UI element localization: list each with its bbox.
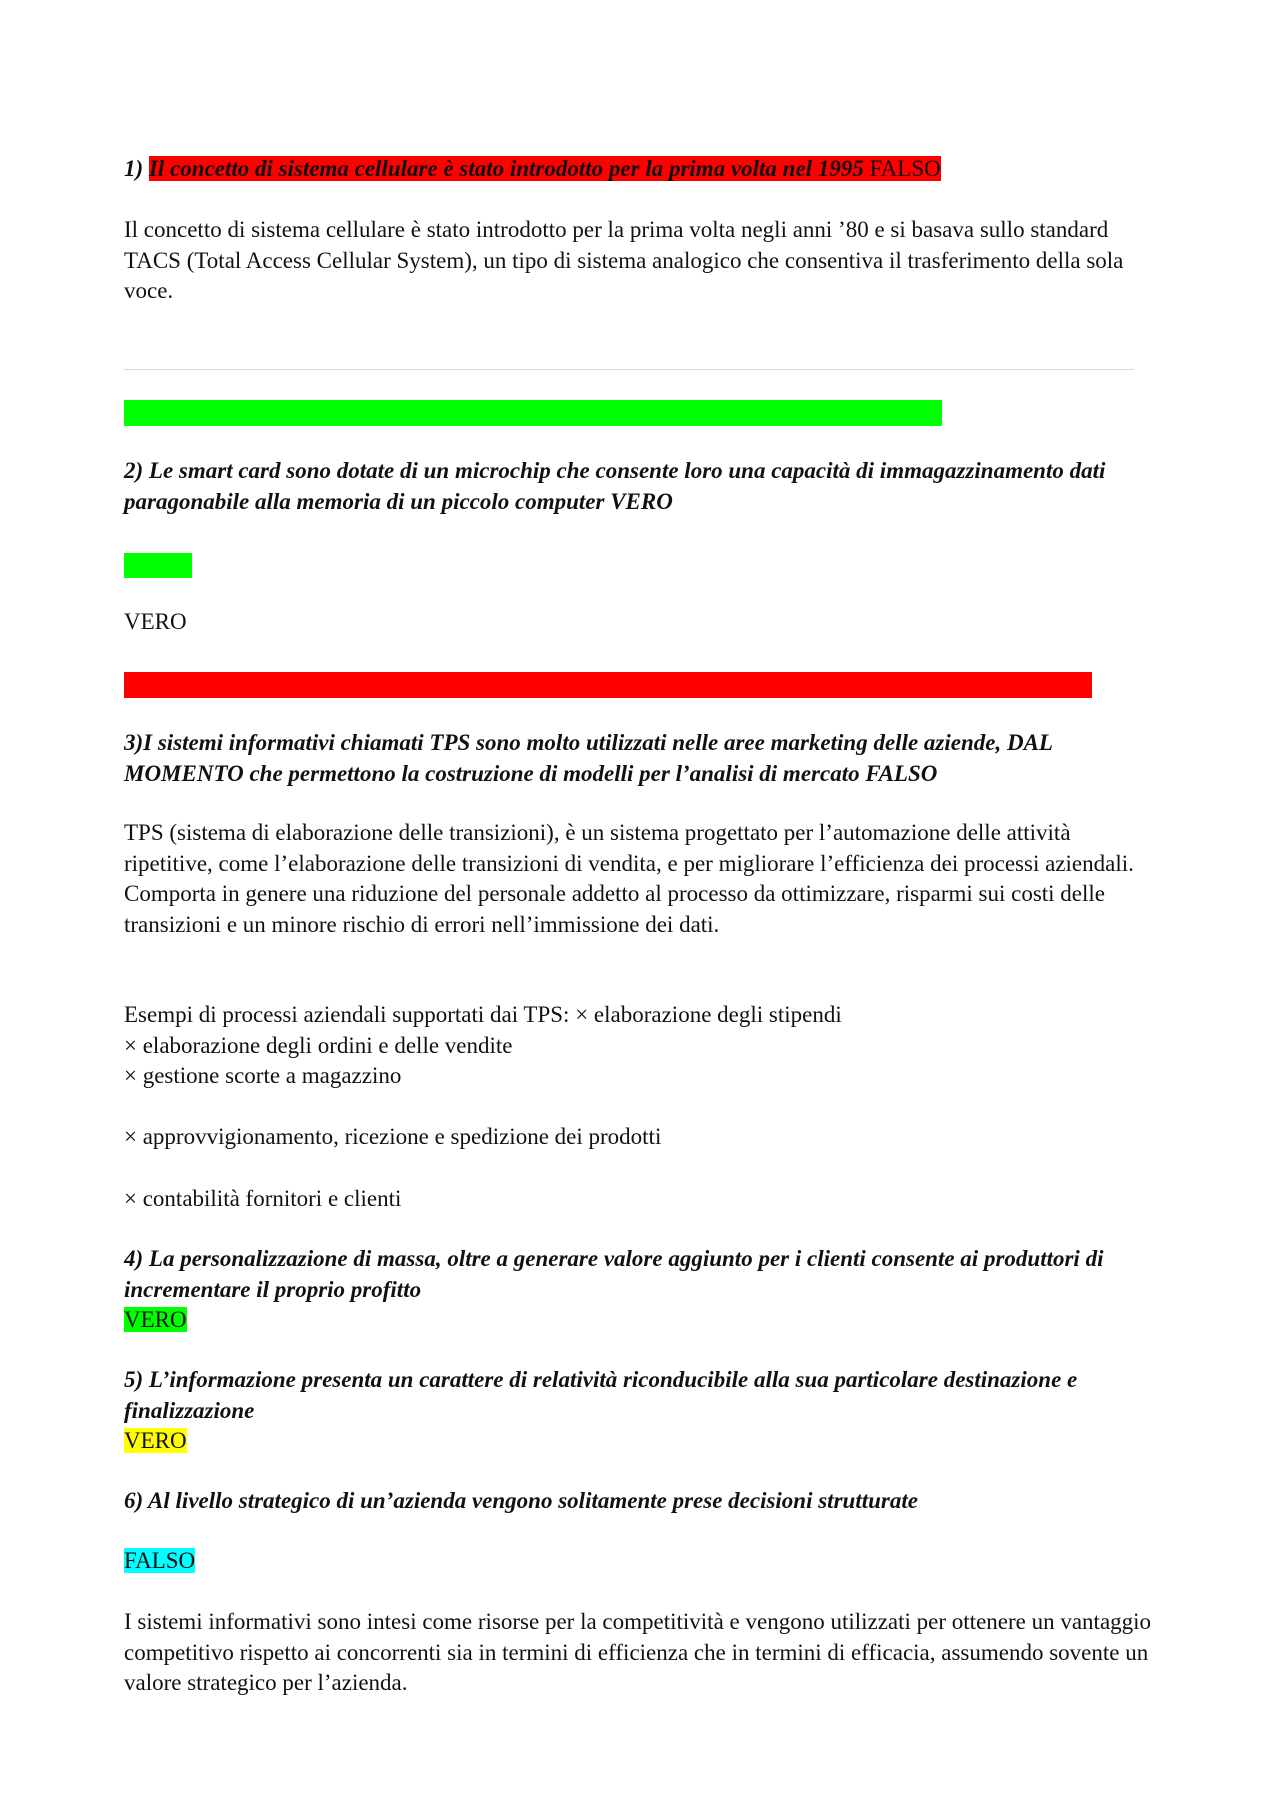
question-6-text: 6) Al livello strategico di un’azienda vengono solitamente prese decisioni strutturate	[124, 1488, 918, 1513]
question-4-text: 4) La personalizzazione di massa, oltre a generare valore aggiunto per i clienti consente ai produttori di incrementare il proprio profitto	[124, 1246, 1104, 1302]
question-1-explanation: Il concetto di sistema cellulare è stato introdotto per la prima volta negli anni ’80 e si basava sullo standard TACS (Total Access Cellular System), un tipo di sistema analogico che consentiva il trasferimento della sola voce.	[124, 217, 1124, 303]
question-2-answer: VERO	[124, 609, 187, 634]
horizontal-divider	[124, 369, 1134, 370]
tps-example-item: × approvvigionamento, ricezione e spedizione dei prodotti	[124, 1124, 662, 1149]
green-highlight-bar	[124, 400, 942, 426]
question-5-text: 5) L’informazione presenta un carattere di relatività riconducibile alla sua particolare destinazione e finalizzazione	[124, 1367, 1078, 1423]
question-6-answer-line	[124, 1546, 1154, 1577]
tps-example-item: × contabilità fornitori e clienti	[124, 1186, 402, 1211]
tps-examples	[124, 1000, 1154, 1092]
question-4	[124, 1244, 1154, 1336]
tps-example-item: × elaborazione degli ordini e delle vendite	[124, 1032, 513, 1058]
green-highlight-small-bar	[124, 553, 192, 578]
question-3-text: 3)I sistemi informativi chiamati TPS sono molto utilizzati nelle aree marketing delle aziende, DAL MOMENTO che permettono la costruzione di modelli per l’analisi di mercato FALSO	[124, 730, 1053, 786]
question-2-text: 2) Le smart card sono dotate di un microchip che consente loro una capacità di immagazzinamento dati paragonabile alla memoria di un piccolo computer VERO	[124, 458, 1106, 514]
red-highlight-bar	[124, 672, 1092, 698]
question-5	[124, 1365, 1154, 1457]
question-1-text: Il concetto di sistema cellulare è stato introdotto per la prima volta nel 1995	[148, 156, 864, 181]
tps-example-item: × gestione scorte a magazzino	[124, 1063, 402, 1088]
question-6-explanation: I sistemi informativi sono intesi come risorse per la competitività e vengono utilizzati per ottenere un vantaggio competitivo rispetto ai concorrenti sia in termini di efficienza che in termini di efficacia, assumendo sovente un valore strategico per l’azienda.	[124, 1609, 1152, 1695]
tps-examples-intro: Esempi di processi aziendali supportati dai TPS: × elaborazione degli stipendi	[124, 1002, 842, 1027]
question-6-answer: FALSO	[124, 1548, 196, 1573]
question-4-answer: VERO	[124, 1307, 187, 1332]
question-1-number: 1)	[124, 156, 149, 181]
question-5-answer: VERO	[124, 1428, 187, 1453]
question-1	[124, 154, 1154, 185]
question-1-answer: FALSO	[863, 156, 941, 181]
question-3-explanation: TPS (sistema di elaborazione delle transizioni), è un sistema progettato per l’automazione delle attività ripetitive, come l’elaborazione delle transizioni di vendita, e per migliorare l’efficienza dei processi aziendali. Comporta in genere una riduzione del personale addetto al processo da ottimizzare, risparmi sui costi delle transizioni e un minore rischio di errori nell’immissione dei dati.	[124, 820, 1134, 937]
